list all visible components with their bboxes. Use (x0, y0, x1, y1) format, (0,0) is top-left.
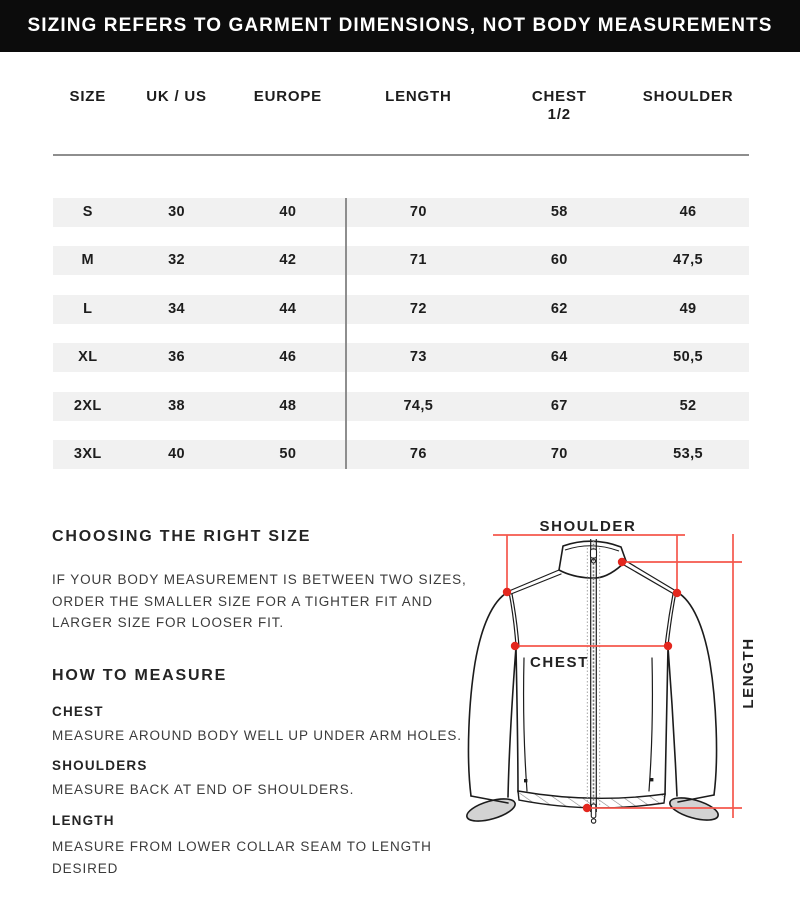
diagram-label-chest: CHEST (530, 654, 589, 671)
measure-length-text (52, 836, 472, 879)
cell-uk-us: 36 (168, 349, 185, 366)
table-row-m (53, 246, 749, 275)
diagram-label-shoulder: SHOULDER (539, 518, 637, 535)
zipper-bottom-ring (591, 819, 595, 823)
cell-shoulder: 50,5 (673, 349, 703, 366)
cell-shoulder: 49 (679, 300, 697, 317)
cell-chest-half: 62 (550, 300, 568, 317)
measurement-lines (493, 534, 742, 818)
right-shoulder-dot (673, 589, 681, 597)
paragraph-line: MEASURE FROM LOWER COLLAR SEAM TO LENGTH (52, 839, 432, 854)
cell-size: S (82, 204, 93, 220)
size-table (53, 0, 749, 480)
cell-chest-half: 60 (550, 252, 568, 269)
cell-size: L (83, 300, 93, 317)
measure-chest-title: CHEST (52, 704, 104, 719)
paragraph-line: MEASURE AROUND BODY WELL UP UNDER ARM HOLES. (52, 728, 462, 743)
right-front-seam (649, 658, 652, 791)
header-divider-line (53, 154, 749, 156)
left-front-seam (524, 658, 527, 791)
cell-europe: 44 (279, 300, 297, 317)
choosing-size-paragraph (52, 569, 472, 634)
cell-size: XL (78, 349, 98, 366)
column-header-size: SIZE (69, 88, 107, 105)
cell-europe: 42 (279, 252, 297, 269)
cell-shoulder: 53,5 (673, 445, 703, 462)
cell-chest-half: 70 (550, 445, 568, 462)
disclaimer-banner-text: SIZING REFERS TO GARMENT DIMENSIONS, NOT BODY MEASUREMENTS (27, 15, 773, 36)
cell-chest-half: 64 (550, 349, 568, 366)
paragraph-line: MEASURE BACK AT END OF SHOULDERS. (52, 782, 355, 797)
paragraph-line: ORDER THE SMALLER SIZE FOR A TIGHTER FIT AND (52, 593, 433, 609)
cell-length: 72 (409, 300, 427, 317)
right-sleeve-inner (668, 647, 677, 796)
measurement-dots (503, 558, 681, 812)
cell-length: 74,5 (403, 397, 434, 414)
right-pocket-tack (650, 778, 653, 781)
right-shoulder-seam (626, 561, 676, 591)
chest-left-dot (511, 642, 519, 650)
column-header-chest-line1: CHEST (531, 88, 587, 105)
how-to-measure-heading: HOW TO MEASURE (52, 667, 228, 684)
cell-uk-us: 40 (168, 445, 185, 462)
table-row-l (53, 295, 749, 324)
cell-length: 73 (409, 349, 427, 366)
column-group-divider-line (345, 198, 347, 469)
cell-length: 71 (409, 252, 427, 269)
body-right-side (665, 647, 668, 795)
left-shoulder-seam (509, 570, 559, 591)
measure-chest-text (52, 725, 472, 747)
jacket-measurement-diagram (440, 500, 800, 914)
zipper (587, 539, 599, 823)
zipper-bottom-pull (591, 804, 596, 818)
paragraph-line: DESIRED (52, 860, 119, 876)
cell-europe: 50 (279, 445, 297, 462)
chest-right-dot (664, 642, 672, 650)
cell-length: 70 (409, 204, 427, 220)
column-header-chest-half (491, 88, 627, 124)
column-header-europe: EUROPE (253, 88, 322, 105)
cell-uk-us: 34 (168, 300, 185, 317)
measure-shoulders-title: SHOULDERS (52, 758, 148, 773)
jacket-outline-drawing (464, 539, 720, 826)
cell-shoulder: 52 (679, 397, 697, 414)
size-table-header (53, 88, 749, 124)
cell-uk-us: 30 (168, 204, 185, 220)
cell-europe: 46 (279, 349, 297, 366)
paragraph-line: IF YOUR BODY MEASUREMENT IS BETWEEN TWO SIZES, (52, 572, 467, 587)
cell-length: 76 (409, 445, 427, 462)
cell-europe: 40 (279, 204, 297, 220)
cell-chest-half: 58 (550, 204, 568, 220)
table-row-2xl (53, 392, 749, 421)
column-header-chest-line2: 1/2 (547, 106, 571, 123)
left-sleeve-outer (468, 592, 508, 796)
hem-dot (583, 804, 591, 812)
cell-uk-us: 32 (168, 252, 185, 269)
column-header-uk-us: UK / US (146, 88, 207, 105)
right-shoulder-seam-2 (624, 565, 674, 594)
cell-europe: 48 (279, 397, 297, 414)
measure-shoulders-text (52, 779, 472, 801)
paragraph-line: LARGER SIZE FOR LOOSER FIT. (52, 615, 285, 630)
table-row-s (53, 198, 749, 227)
column-header-shoulder: SHOULDER (642, 88, 734, 105)
diagram-label-length: LENGTH (740, 637, 757, 709)
right-sleeve-outer (677, 592, 717, 795)
table-row-xl (53, 343, 749, 372)
cell-size: M (81, 252, 95, 269)
cell-size: 2XL (73, 397, 102, 414)
size-table-rows (53, 198, 749, 469)
left-shoulder-seam-2 (511, 574, 561, 594)
left-sleeve-inner (508, 647, 516, 797)
cell-uk-us: 38 (168, 397, 185, 414)
measure-length-title: LENGTH (52, 813, 115, 828)
column-header-length: LENGTH (385, 88, 452, 105)
zipper-slider (591, 549, 597, 558)
cell-chest-half: 67 (550, 397, 568, 414)
collar-seam-dot (618, 558, 626, 566)
cell-shoulder: 47,5 (673, 252, 703, 269)
left-pocket-tack (524, 779, 527, 782)
left-shoulder-dot (503, 588, 511, 596)
left-armhole-seam (509, 592, 516, 646)
table-row-3xl (53, 440, 749, 469)
choosing-size-heading: CHOOSING THE RIGHT SIZE (52, 528, 312, 545)
body-left-side (516, 647, 518, 792)
cell-shoulder: 46 (679, 204, 697, 220)
cell-size: 3XL (73, 445, 102, 462)
